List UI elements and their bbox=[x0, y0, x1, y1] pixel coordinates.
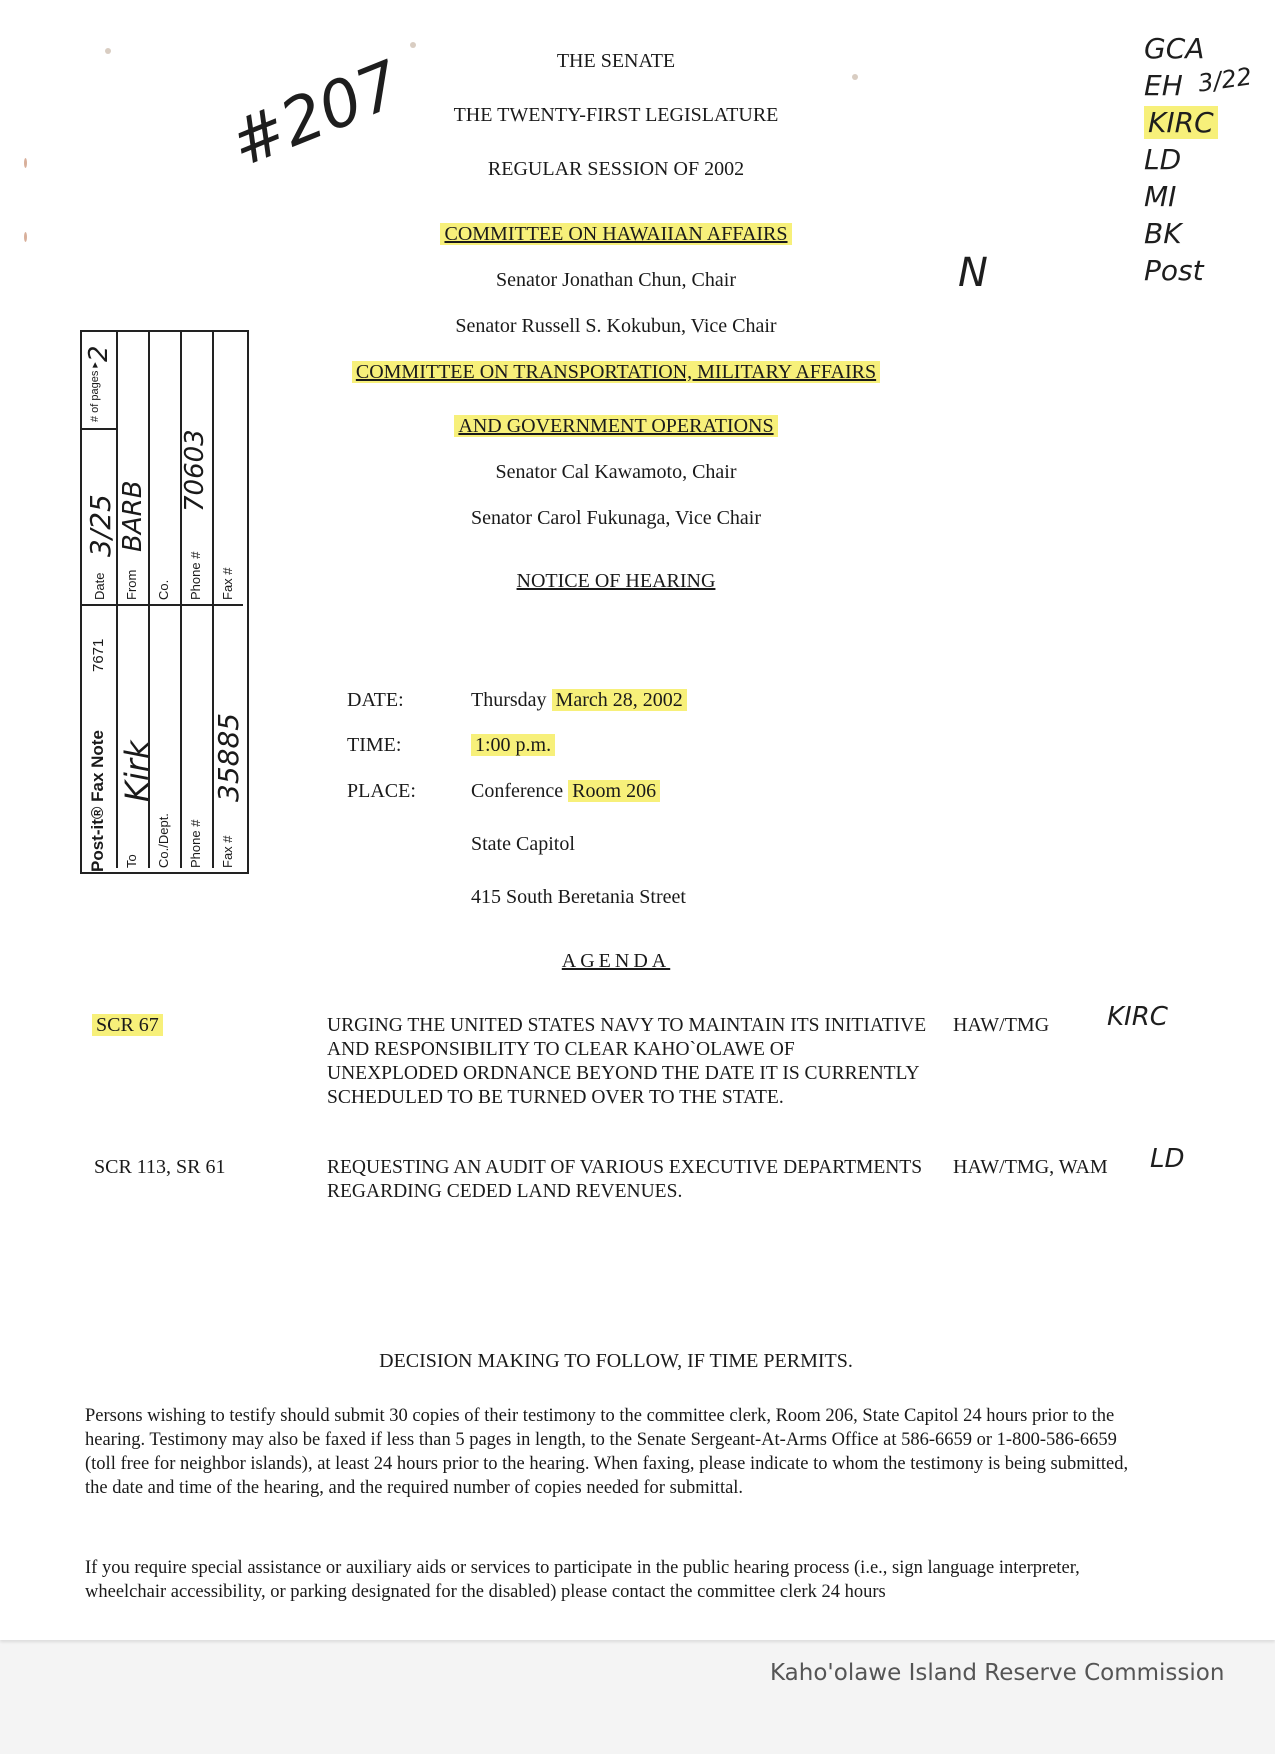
assistance-paragraph: If you require special assistance or auxiliary aids or services to participate in the public hearing process (i.e., sign language interpreter, wheelchair accessibility, or parking designated for the disabled) please contact the committee clerk 24 hours bbox=[85, 1558, 1080, 1602]
routing-date: 3/22 bbox=[1196, 62, 1254, 98]
postit-co-label: Co. bbox=[156, 579, 171, 600]
postit-codept-label: Co./Dept. bbox=[156, 813, 171, 868]
postit-to-value: Kirk bbox=[118, 740, 156, 802]
postit-date-label: Date bbox=[92, 572, 107, 600]
place-value: Conference Room 206 bbox=[471, 780, 660, 803]
postit-date-value: 3/25 bbox=[84, 494, 117, 557]
committee-1-vice-chair: Senator Russell S. Kokubun, Vice Chair bbox=[455, 315, 777, 337]
divider bbox=[180, 332, 182, 868]
postit-fax-value: 35885 bbox=[212, 712, 245, 802]
time-label: TIME: bbox=[347, 734, 402, 756]
place-label: PLACE: bbox=[347, 780, 416, 802]
decision-making-note: DECISION MAKING TO FOLLOW, IF TIME PERMITS. bbox=[379, 1350, 853, 1372]
handwritten-n-mark: N bbox=[958, 250, 988, 296]
committee-transportation-line1: COMMITTEE ON TRANSPORTATION, MILITARY AFFAIRS bbox=[0, 361, 1232, 384]
postit-pages-value: 2 bbox=[84, 345, 114, 362]
committee-transportation-line2: AND GOVERNMENT OPERATIONS bbox=[0, 415, 1232, 438]
committee-1-chair: Senator Jonathan Chun, Chair bbox=[496, 269, 736, 291]
postit-pages-label: # of pages ▸ bbox=[89, 362, 101, 422]
testimony-paragraph: Persons wishing to testify should submit 30 copies of their testimony to the committee clerk, Room 206, State Capitol 24 hours prior to the hearing. Testimony may also be faxed if less than 5 pages in length, to the Senate Sergeant-At-Arms Office at 586-6659 or 1-800-586-6659 (toll free for neighbor islands), at least 24 hours prior to the hearing. When faxing, please indicate to whom the testimony is being submitted, the date and time of the hearing, and the required number of copies needed for submittal. bbox=[85, 1406, 1129, 1498]
postit-fax2-label: Fax # bbox=[220, 835, 235, 868]
agenda-item-title: URGING THE UNITED STATES NAVY TO MAINTAIN ITS INITIATIVE AND RESPONSIBILITY TO CLEAR KAHO`OLAWE OF UNEXPLODED ORDNANCE BEYOND THE DATE IT IS CURRENTLY SCHEDULED TO BE TURNED OVER TO THE STATE. bbox=[327, 1015, 927, 1108]
postit-brand: Post-it® Fax Note bbox=[88, 730, 107, 872]
notice-of-hearing-title: NOTICE OF HEARING bbox=[516, 570, 716, 592]
postit-to-label: To bbox=[124, 854, 139, 868]
routing-eh: EH bbox=[1144, 69, 1183, 102]
divider bbox=[82, 604, 243, 606]
routing-post: Post bbox=[1144, 254, 1204, 287]
agenda-measure: SCR 67 bbox=[92, 1014, 163, 1037]
place-line3: 415 South Beretania Street bbox=[471, 886, 686, 908]
post-it-fax-note bbox=[80, 330, 249, 874]
session-heading: REGULAR SESSION OF 2002 bbox=[487, 158, 745, 180]
agenda-note-kirc: KIRC bbox=[1107, 1002, 1168, 1032]
agenda-measure: SCR 113, SR 61 bbox=[94, 1156, 226, 1178]
date-value: Thursday March 28, 2002 bbox=[471, 689, 687, 712]
footer-caption: Kaho'olawe Island Reserve Commission bbox=[770, 1660, 1225, 1686]
postit-phone-value: 70603 bbox=[180, 429, 210, 512]
agenda-note-ld: LD bbox=[1150, 1144, 1185, 1174]
routing-gca: GCA bbox=[1144, 32, 1205, 65]
agenda-referral: HAW/TMG bbox=[953, 1014, 1050, 1036]
routing-mi: MI bbox=[1144, 180, 1177, 213]
routing-bk: BK bbox=[1144, 217, 1182, 250]
agenda-referral: HAW/TMG, WAM bbox=[953, 1156, 1108, 1178]
date-label: DATE: bbox=[347, 689, 404, 711]
time-value: 1:00 p.m. bbox=[471, 734, 555, 757]
committee-2-vice-chair: Senator Carol Fukunaga, Vice Chair bbox=[470, 507, 762, 529]
legislature-heading: THE TWENTY-FIRST LEGISLATURE bbox=[453, 104, 779, 126]
postit-from-value: BARB bbox=[118, 480, 148, 552]
place-line2: State Capitol bbox=[471, 833, 575, 855]
speck bbox=[852, 74, 858, 80]
postit-from-label: From bbox=[124, 569, 139, 600]
agenda-title: AGENDA bbox=[561, 950, 671, 972]
committee-2-chair: Senator Cal Kawamoto, Chair bbox=[495, 461, 737, 483]
speck bbox=[410, 42, 416, 48]
postit-phone2-label: Phone # bbox=[188, 819, 203, 868]
committee-hawaiian-affairs: COMMITTEE ON HAWAIIAN AFFAIRS bbox=[0, 223, 1232, 246]
postit-code: 7671 bbox=[90, 638, 107, 672]
agenda-item-title: REQUESTING AN AUDIT OF VARIOUS EXECUTIVE DEPARTMENTS REGARDING CEDED LAND REVENUES. bbox=[327, 1157, 923, 1202]
postit-fax-label: Fax # bbox=[220, 567, 235, 600]
routing-ld: LD bbox=[1144, 143, 1182, 176]
postit-phone-label: Phone # bbox=[188, 551, 203, 600]
senate-heading: THE SENATE bbox=[556, 50, 676, 72]
handwritten-number: #207 bbox=[220, 47, 412, 183]
routing-kirc: KIRC bbox=[1144, 104, 1218, 141]
divider bbox=[82, 428, 116, 430]
